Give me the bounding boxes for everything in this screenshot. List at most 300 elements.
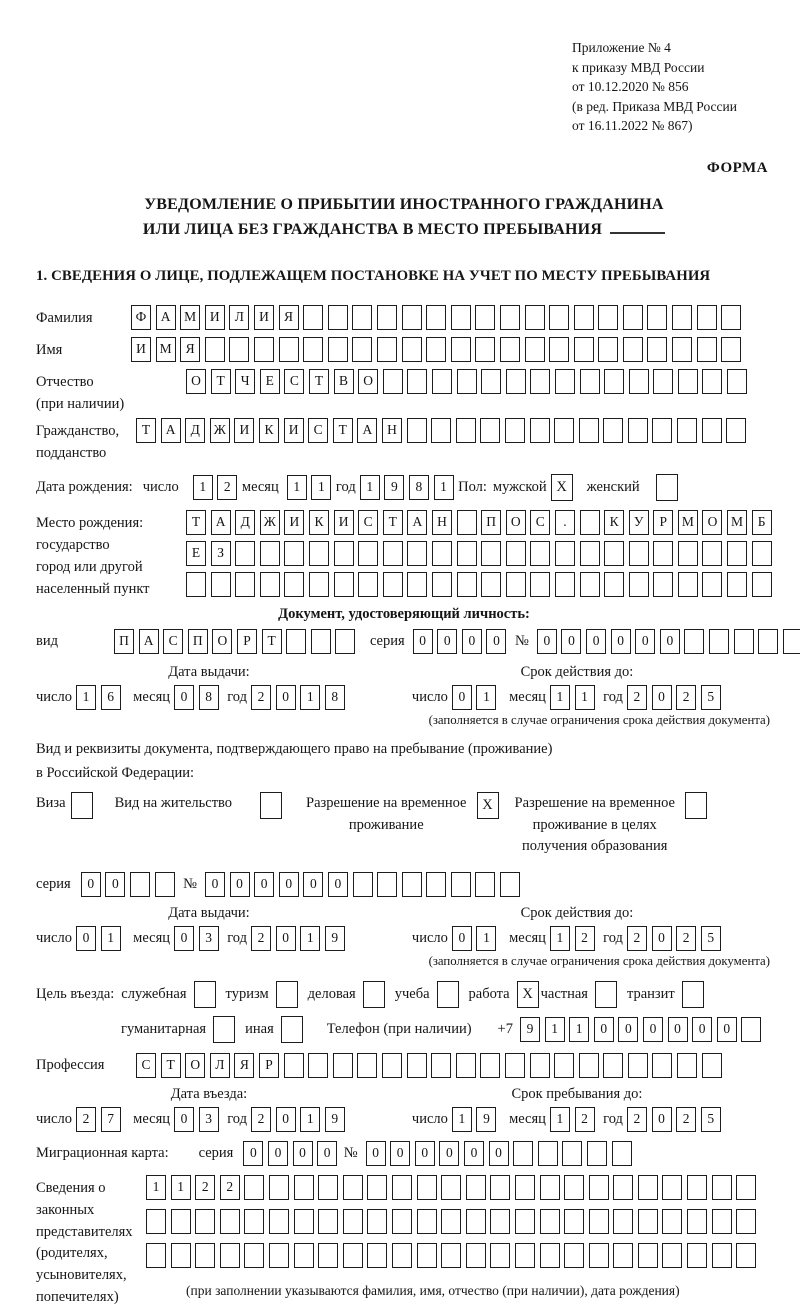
char-box[interactable]: И: [205, 305, 225, 330]
char-box[interactable]: [500, 337, 520, 362]
char-box[interactable]: [407, 572, 427, 597]
char-box[interactable]: [481, 541, 501, 566]
char-box[interactable]: [235, 572, 255, 597]
char-box[interactable]: [672, 305, 692, 330]
char-box[interactable]: [603, 1053, 623, 1078]
char-box[interactable]: Ж: [260, 510, 280, 535]
char-box[interactable]: [195, 1243, 215, 1268]
char-box[interactable]: [441, 1175, 461, 1200]
char-box[interactable]: 0: [717, 1017, 737, 1042]
char-box[interactable]: [155, 872, 175, 897]
char-box[interactable]: [308, 1053, 328, 1078]
char-box[interactable]: [736, 1175, 756, 1200]
char-box[interactable]: [612, 1141, 632, 1166]
char-box[interactable]: 7: [101, 1107, 121, 1132]
char-box[interactable]: Е: [186, 541, 206, 566]
char-box[interactable]: [647, 337, 667, 362]
char-box[interactable]: 2: [627, 926, 647, 951]
char-box[interactable]: А: [357, 418, 377, 443]
char-box[interactable]: [721, 337, 741, 362]
char-box[interactable]: [712, 1209, 732, 1234]
char-box[interactable]: [525, 337, 545, 362]
char-box[interactable]: [334, 572, 354, 597]
char-box[interactable]: 0: [668, 1017, 688, 1042]
char-box[interactable]: 1: [476, 926, 496, 951]
char-box[interactable]: [677, 1053, 697, 1078]
char-box[interactable]: [589, 1209, 609, 1234]
char-box[interactable]: [367, 1209, 387, 1234]
char-box[interactable]: [417, 1175, 437, 1200]
char-box[interactable]: 0: [462, 629, 482, 654]
char-box[interactable]: 0: [81, 872, 101, 897]
char-box[interactable]: 0: [205, 872, 225, 897]
char-box[interactable]: 1: [287, 475, 307, 500]
char-box[interactable]: [589, 1175, 609, 1200]
char-box[interactable]: [554, 1053, 574, 1078]
char-box[interactable]: [538, 1141, 558, 1166]
char-box[interactable]: 0: [276, 1107, 296, 1132]
char-box[interactable]: М: [156, 337, 176, 362]
char-box[interactable]: 2: [575, 1107, 595, 1132]
char-box[interactable]: [515, 1243, 535, 1268]
char-box[interactable]: [407, 541, 427, 566]
char-box[interactable]: 2: [251, 1107, 271, 1132]
char-box[interactable]: [303, 337, 323, 362]
char-box[interactable]: [628, 418, 648, 443]
char-box[interactable]: [629, 572, 649, 597]
char-box[interactable]: [490, 1175, 510, 1200]
char-box[interactable]: 2: [575, 926, 595, 951]
char-box[interactable]: [235, 541, 255, 566]
char-box[interactable]: О: [212, 629, 232, 654]
sex-male-checkbox[interactable]: X: [551, 474, 573, 501]
char-box[interactable]: 0: [635, 629, 655, 654]
char-box[interactable]: 0: [537, 629, 557, 654]
char-box[interactable]: Я: [234, 1053, 254, 1078]
char-box[interactable]: [451, 337, 471, 362]
char-box[interactable]: 8: [199, 685, 219, 710]
char-box[interactable]: [333, 1053, 353, 1078]
char-box[interactable]: Е: [260, 369, 280, 394]
char-box[interactable]: [687, 1175, 707, 1200]
char-box[interactable]: 1: [434, 475, 454, 500]
char-box[interactable]: [513, 1141, 533, 1166]
char-box[interactable]: [186, 572, 206, 597]
char-box[interactable]: 1: [171, 1175, 191, 1200]
char-box[interactable]: [758, 629, 778, 654]
char-box[interactable]: [604, 369, 624, 394]
char-box[interactable]: [457, 541, 477, 566]
char-box[interactable]: 5: [701, 926, 721, 951]
char-box[interactable]: [678, 541, 698, 566]
char-box[interactable]: Д: [235, 510, 255, 535]
char-box[interactable]: Т: [262, 629, 282, 654]
char-box[interactable]: 0: [328, 872, 348, 897]
char-box[interactable]: [653, 572, 673, 597]
char-box[interactable]: Л: [210, 1053, 230, 1078]
char-box[interactable]: [426, 337, 446, 362]
char-box[interactable]: [457, 572, 477, 597]
char-box[interactable]: [530, 1053, 550, 1078]
char-box[interactable]: [318, 1209, 338, 1234]
char-box[interactable]: [195, 1209, 215, 1234]
char-box[interactable]: 1: [569, 1017, 589, 1042]
char-box[interactable]: [623, 337, 643, 362]
char-box[interactable]: [407, 369, 427, 394]
char-box[interactable]: [367, 1243, 387, 1268]
char-box[interactable]: [426, 305, 446, 330]
char-box[interactable]: 2: [195, 1175, 215, 1200]
char-box[interactable]: 8: [409, 475, 429, 500]
char-box[interactable]: 0: [279, 872, 299, 897]
char-box[interactable]: 0: [652, 1107, 672, 1132]
purpose-other-checkbox[interactable]: [281, 1016, 303, 1043]
char-box[interactable]: [244, 1175, 264, 1200]
char-box[interactable]: 9: [520, 1017, 540, 1042]
char-box[interactable]: 3: [199, 926, 219, 951]
char-box[interactable]: З: [211, 541, 231, 566]
char-box[interactable]: [171, 1209, 191, 1234]
char-box[interactable]: [530, 369, 550, 394]
char-box[interactable]: [367, 1175, 387, 1200]
char-box[interactable]: 0: [174, 926, 194, 951]
char-box[interactable]: [727, 541, 747, 566]
char-box[interactable]: [549, 305, 569, 330]
char-box[interactable]: [515, 1175, 535, 1200]
char-box[interactable]: [426, 872, 446, 897]
char-box[interactable]: [500, 872, 520, 897]
char-box[interactable]: [540, 1243, 560, 1268]
char-box[interactable]: [603, 418, 623, 443]
char-box[interactable]: [358, 541, 378, 566]
purpose-transit-checkbox[interactable]: [682, 981, 704, 1008]
char-box[interactable]: [269, 1209, 289, 1234]
char-box[interactable]: [530, 541, 550, 566]
char-box[interactable]: 2: [76, 1107, 96, 1132]
char-box[interactable]: 0: [643, 1017, 663, 1042]
char-box[interactable]: [343, 1243, 363, 1268]
char-box[interactable]: И: [254, 305, 274, 330]
char-box[interactable]: [525, 305, 545, 330]
char-box[interactable]: С: [163, 629, 183, 654]
char-box[interactable]: [402, 305, 422, 330]
char-box[interactable]: [383, 369, 403, 394]
char-box[interactable]: [598, 337, 618, 362]
char-box[interactable]: [554, 418, 574, 443]
char-box[interactable]: 0: [561, 629, 581, 654]
char-box[interactable]: [727, 369, 747, 394]
char-box[interactable]: И: [284, 510, 304, 535]
char-box[interactable]: [697, 337, 717, 362]
char-box[interactable]: А: [156, 305, 176, 330]
char-box[interactable]: 0: [594, 1017, 614, 1042]
char-box[interactable]: 2: [627, 685, 647, 710]
char-box[interactable]: Т: [333, 418, 353, 443]
char-box[interactable]: С: [358, 510, 378, 535]
char-box[interactable]: [211, 572, 231, 597]
char-box[interactable]: [587, 1141, 607, 1166]
char-box[interactable]: [353, 872, 373, 897]
char-box[interactable]: [466, 1209, 486, 1234]
char-box[interactable]: [130, 872, 150, 897]
char-box[interactable]: А: [139, 629, 159, 654]
char-box[interactable]: [260, 541, 280, 566]
char-box[interactable]: [598, 305, 618, 330]
char-box[interactable]: [357, 1053, 377, 1078]
char-box[interactable]: 1: [575, 685, 595, 710]
char-box[interactable]: [662, 1209, 682, 1234]
char-box[interactable]: [205, 337, 225, 362]
char-box[interactable]: В: [334, 369, 354, 394]
char-box[interactable]: [629, 369, 649, 394]
char-box[interactable]: 1: [452, 1107, 472, 1132]
char-box[interactable]: 0: [268, 1141, 288, 1166]
char-box[interactable]: 0: [174, 685, 194, 710]
char-box[interactable]: [457, 510, 477, 535]
char-box[interactable]: 8: [325, 685, 345, 710]
char-box[interactable]: [451, 305, 471, 330]
char-box[interactable]: [456, 418, 476, 443]
char-box[interactable]: П: [188, 629, 208, 654]
char-box[interactable]: 0: [618, 1017, 638, 1042]
char-box[interactable]: [579, 1053, 599, 1078]
char-box[interactable]: 0: [611, 629, 631, 654]
char-box[interactable]: [662, 1175, 682, 1200]
char-box[interactable]: С: [308, 418, 328, 443]
char-box[interactable]: 0: [486, 629, 506, 654]
char-box[interactable]: [712, 1243, 732, 1268]
char-box[interactable]: .: [555, 510, 575, 535]
char-box[interactable]: [506, 369, 526, 394]
char-box[interactable]: 0: [692, 1017, 712, 1042]
char-box[interactable]: [352, 305, 372, 330]
char-box[interactable]: [466, 1175, 486, 1200]
char-box[interactable]: Р: [653, 510, 673, 535]
char-box[interactable]: Т: [136, 418, 156, 443]
char-box[interactable]: М: [180, 305, 200, 330]
char-box[interactable]: О: [506, 510, 526, 535]
char-box[interactable]: [702, 1053, 722, 1078]
char-box[interactable]: 0: [105, 872, 125, 897]
char-box[interactable]: [515, 1209, 535, 1234]
char-box[interactable]: 0: [652, 685, 672, 710]
char-box[interactable]: 0: [276, 926, 296, 951]
char-box[interactable]: [279, 337, 299, 362]
char-box[interactable]: [244, 1243, 264, 1268]
char-box[interactable]: [284, 1053, 304, 1078]
char-box[interactable]: [579, 418, 599, 443]
char-box[interactable]: [286, 629, 306, 654]
char-box[interactable]: [294, 1243, 314, 1268]
char-box[interactable]: 1: [550, 685, 570, 710]
char-box[interactable]: 2: [251, 926, 271, 951]
char-box[interactable]: 9: [325, 1107, 345, 1132]
char-box[interactable]: 0: [366, 1141, 386, 1166]
char-box[interactable]: 0: [303, 872, 323, 897]
char-box[interactable]: [377, 305, 397, 330]
char-box[interactable]: 0: [413, 629, 433, 654]
char-box[interactable]: [220, 1243, 240, 1268]
char-box[interactable]: [736, 1243, 756, 1268]
char-box[interactable]: 0: [276, 685, 296, 710]
char-box[interactable]: [662, 1243, 682, 1268]
char-box[interactable]: 0: [452, 685, 472, 710]
char-box[interactable]: Т: [211, 369, 231, 394]
char-box[interactable]: [505, 1053, 525, 1078]
char-box[interactable]: [540, 1175, 560, 1200]
char-box[interactable]: 0: [317, 1141, 337, 1166]
char-box[interactable]: [407, 1053, 427, 1078]
char-box[interactable]: Л: [229, 305, 249, 330]
char-box[interactable]: [358, 572, 378, 597]
char-box[interactable]: [530, 572, 550, 597]
char-box[interactable]: [684, 629, 704, 654]
char-box[interactable]: 0: [652, 926, 672, 951]
char-box[interactable]: [382, 1053, 402, 1078]
char-box[interactable]: [726, 418, 746, 443]
char-box[interactable]: [741, 1017, 761, 1042]
char-box[interactable]: 1: [476, 685, 496, 710]
char-box[interactable]: 1: [300, 1107, 320, 1132]
char-box[interactable]: 0: [452, 926, 472, 951]
purpose-tourism-checkbox[interactable]: [276, 981, 298, 1008]
char-box[interactable]: [352, 337, 372, 362]
residence-permit-checkbox[interactable]: [260, 792, 282, 819]
char-box[interactable]: [451, 872, 471, 897]
char-box[interactable]: 0: [437, 629, 457, 654]
char-box[interactable]: [441, 1243, 461, 1268]
char-box[interactable]: [377, 872, 397, 897]
char-box[interactable]: Я: [279, 305, 299, 330]
char-box[interactable]: [309, 572, 329, 597]
char-box[interactable]: [652, 1053, 672, 1078]
char-box[interactable]: [574, 337, 594, 362]
char-box[interactable]: [604, 541, 624, 566]
char-box[interactable]: [506, 541, 526, 566]
char-box[interactable]: 1: [76, 685, 96, 710]
char-box[interactable]: 0: [390, 1141, 410, 1166]
char-box[interactable]: [500, 305, 520, 330]
char-box[interactable]: [318, 1243, 338, 1268]
char-box[interactable]: 0: [415, 1141, 435, 1166]
char-box[interactable]: [709, 629, 729, 654]
char-box[interactable]: К: [604, 510, 624, 535]
char-box[interactable]: [506, 572, 526, 597]
char-box[interactable]: 0: [174, 1107, 194, 1132]
char-box[interactable]: [613, 1175, 633, 1200]
char-box[interactable]: 0: [489, 1141, 509, 1166]
char-box[interactable]: [490, 1209, 510, 1234]
char-box[interactable]: [562, 1141, 582, 1166]
char-box[interactable]: 0: [254, 872, 274, 897]
char-box[interactable]: [505, 418, 525, 443]
char-box[interactable]: [613, 1209, 633, 1234]
char-box[interactable]: [311, 629, 331, 654]
char-box[interactable]: [490, 1243, 510, 1268]
char-box[interactable]: [530, 418, 550, 443]
char-box[interactable]: Т: [309, 369, 329, 394]
char-box[interactable]: 5: [701, 1107, 721, 1132]
char-box[interactable]: И: [334, 510, 354, 535]
char-box[interactable]: [580, 572, 600, 597]
purpose-work-checkbox[interactable]: X: [517, 981, 539, 1008]
char-box[interactable]: [432, 541, 452, 566]
char-box[interactable]: Ж: [210, 418, 230, 443]
char-box[interactable]: [220, 1209, 240, 1234]
char-box[interactable]: 1: [300, 926, 320, 951]
char-box[interactable]: И: [234, 418, 254, 443]
char-box[interactable]: Д: [185, 418, 205, 443]
char-box[interactable]: 5: [701, 685, 721, 710]
char-box[interactable]: [638, 1243, 658, 1268]
char-box[interactable]: [417, 1243, 437, 1268]
char-box[interactable]: К: [259, 418, 279, 443]
char-box[interactable]: О: [702, 510, 722, 535]
char-box[interactable]: [318, 1175, 338, 1200]
char-box[interactable]: [417, 1209, 437, 1234]
char-box[interactable]: 2: [217, 475, 237, 500]
char-box[interactable]: [540, 1209, 560, 1234]
char-box[interactable]: [564, 1209, 584, 1234]
char-box[interactable]: [702, 572, 722, 597]
char-box[interactable]: [712, 1175, 732, 1200]
char-box[interactable]: [377, 337, 397, 362]
sex-female-checkbox[interactable]: [656, 474, 678, 501]
char-box[interactable]: [284, 541, 304, 566]
char-box[interactable]: [734, 629, 754, 654]
char-box[interactable]: Р: [237, 629, 257, 654]
char-box[interactable]: 0: [76, 926, 96, 951]
char-box[interactable]: [580, 510, 600, 535]
char-box[interactable]: [269, 1175, 289, 1200]
char-box[interactable]: Б: [752, 510, 772, 535]
char-box[interactable]: [431, 1053, 451, 1078]
char-box[interactable]: 9: [384, 475, 404, 500]
temp-residence-checkbox[interactable]: X: [477, 792, 499, 819]
char-box[interactable]: [466, 1243, 486, 1268]
char-box[interactable]: О: [185, 1053, 205, 1078]
char-box[interactable]: А: [211, 510, 231, 535]
char-box[interactable]: 0: [243, 1141, 263, 1166]
char-box[interactable]: Т: [161, 1053, 181, 1078]
char-box[interactable]: 0: [230, 872, 250, 897]
char-box[interactable]: 2: [251, 685, 271, 710]
char-box[interactable]: [294, 1209, 314, 1234]
char-box[interactable]: [653, 541, 673, 566]
char-box[interactable]: Н: [382, 418, 402, 443]
char-box[interactable]: [653, 369, 673, 394]
char-box[interactable]: [721, 305, 741, 330]
char-box[interactable]: [269, 1243, 289, 1268]
char-box[interactable]: 1: [550, 926, 570, 951]
char-box[interactable]: [628, 1053, 648, 1078]
char-box[interactable]: [480, 1053, 500, 1078]
visa-checkbox[interactable]: [71, 792, 93, 819]
char-box[interactable]: 3: [199, 1107, 219, 1132]
purpose-business-checkbox[interactable]: [363, 981, 385, 1008]
char-box[interactable]: Р: [259, 1053, 279, 1078]
char-box[interactable]: 1: [545, 1017, 565, 1042]
char-box[interactable]: [171, 1243, 191, 1268]
char-box[interactable]: [334, 541, 354, 566]
char-box[interactable]: Т: [383, 510, 403, 535]
char-box[interactable]: [687, 1209, 707, 1234]
char-box[interactable]: [383, 572, 403, 597]
char-box[interactable]: О: [186, 369, 206, 394]
char-box[interactable]: [303, 305, 323, 330]
char-box[interactable]: [481, 369, 501, 394]
char-box[interactable]: [392, 1175, 412, 1200]
